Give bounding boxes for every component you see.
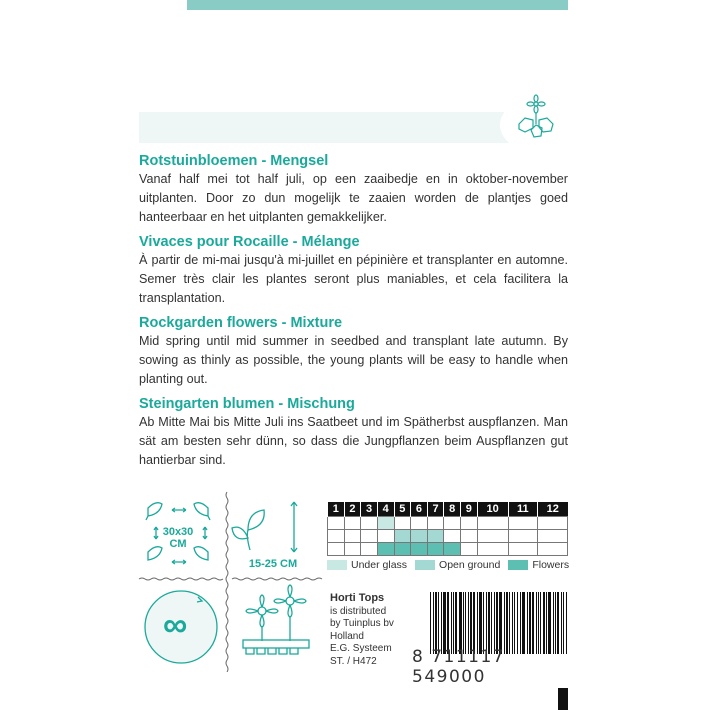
legend-swatch [415, 560, 435, 570]
calendar-cell [361, 542, 378, 555]
instructions [139, 152, 568, 476]
calendar-cell [508, 542, 538, 555]
barcode-bar [438, 592, 439, 654]
barcode-bar [538, 592, 539, 654]
calendar-cell [394, 529, 411, 542]
barcode-bar [477, 592, 478, 654]
distributor-line: E.G. Systeem [330, 643, 392, 654]
section-body: Mid spring until mid summer in seedbed and transplant late autumn. By sowing as thinly as possible, the young plants will be easy to handle when planting out. [139, 334, 568, 386]
calendar-cell [344, 542, 361, 555]
sowing-calendar [327, 502, 568, 556]
calendar-cell [411, 516, 428, 529]
barcode-bar [563, 592, 564, 654]
month-header: 1 [328, 502, 345, 516]
barcode-bar [441, 592, 442, 654]
month-header: 8 [444, 502, 461, 516]
barcode-bar [536, 592, 537, 654]
calendar-cell [427, 516, 444, 529]
legend-label: Open ground [439, 559, 501, 571]
barcode-bar [496, 592, 498, 654]
barcode-bar [486, 592, 487, 654]
legend-label: Under glass [351, 559, 408, 571]
calendar-cell [361, 529, 378, 542]
distributor-line: ST. / H472 [330, 655, 377, 667]
barcode-bar [499, 592, 502, 654]
calendar-cell [377, 516, 394, 529]
month-header: 3 [361, 502, 378, 516]
calendar-row [328, 542, 568, 555]
black-mark [558, 688, 568, 710]
barcode-bar [453, 592, 454, 654]
barcode-bars [430, 592, 568, 654]
barcode-bar [529, 592, 531, 654]
calendar-cell [538, 542, 568, 555]
calendar-cell [411, 529, 428, 542]
calendar-cell [444, 516, 461, 529]
top-color-bar [187, 0, 568, 10]
legend-item [508, 559, 569, 571]
growing-icons [136, 490, 326, 672]
barcode-bar [479, 592, 482, 654]
barcode-bar [451, 592, 452, 654]
calendar-cell [328, 529, 345, 542]
barcode-bar [488, 592, 490, 654]
month-header: 10 [477, 502, 508, 516]
section-german [139, 395, 568, 470]
barcode-bar [430, 592, 431, 654]
calendar-cell [377, 542, 394, 555]
barcode-bar [566, 592, 567, 654]
legend-swatch [327, 560, 347, 570]
barcode-bar [546, 592, 547, 654]
month-header: 12 [538, 502, 568, 516]
legend-item [415, 559, 500, 571]
rock-flower-icon [515, 94, 557, 140]
barcode [412, 592, 570, 687]
barcode-bar [433, 592, 434, 654]
month-header: 7 [427, 502, 444, 516]
legend-swatch [508, 560, 528, 570]
calendar-cell [427, 542, 444, 555]
calendar-cell [377, 529, 394, 542]
month-header: 4 [377, 502, 394, 516]
barcode-number: 8 711117 549000 [412, 647, 506, 687]
barcode-bar [455, 592, 457, 654]
barcode-bar [543, 592, 545, 654]
barcode-bar [509, 592, 510, 654]
height-label: 15-25 CM [248, 558, 298, 570]
month-header: 6 [411, 502, 428, 516]
barcode-bar [548, 592, 551, 654]
barcode-bar [553, 592, 554, 654]
calendar-cell [461, 542, 478, 555]
month-header: 5 [394, 502, 411, 516]
barcode-bar [514, 592, 515, 654]
calendar-cell [444, 542, 461, 555]
calendar-cell [328, 542, 345, 555]
calendar-cell [344, 529, 361, 542]
barcode-bar [494, 592, 495, 654]
barcode-bar [465, 592, 466, 654]
barcode-bar [517, 592, 519, 654]
barcode-bar [512, 592, 513, 654]
barcode-bar [561, 592, 562, 654]
calendar-cell [344, 516, 361, 529]
calendar-cell [427, 529, 444, 542]
calendar-cell [538, 529, 568, 542]
seedling-tray-icon [243, 585, 309, 654]
barcode-bar [483, 592, 484, 654]
barcode-bar [532, 592, 534, 654]
brand-name: Horti Tops [330, 592, 385, 604]
calendar-cell [328, 516, 345, 529]
month-header: 9 [461, 502, 478, 516]
calendar-cell [361, 516, 378, 529]
section-body: Ab Mitte Mai bis Mitte Juli ins Saatbeet und im Spätherbst auspflanzen. Man sät am besten sehr dünn, so dass die Jungpflanzen beim Auspflanzen gut hantierbar sind. [139, 415, 568, 467]
calendar-cell [538, 516, 568, 529]
infinity-icon: ∞ [163, 606, 188, 644]
section-body: À partir de mi-mai jusqu'à mi-juillet en pépinière et transplanter en automne. Semer très clair les plantes seront plus maniables, et cela facilitera la transplantation. [139, 253, 568, 305]
distributor-line: by Tuinplus bv [330, 618, 394, 629]
barcode-bar [473, 592, 475, 654]
section-title: Rotstuinbloemen - Mengsel [139, 153, 329, 169]
barcode-bar [447, 592, 449, 654]
section-title: Rockgarden flowers - Mixture [139, 315, 343, 331]
spacing-label: 30x30 CM [162, 526, 194, 550]
calendar-cell [394, 516, 411, 529]
calendar-cell [508, 516, 538, 529]
barcode-bar [435, 592, 437, 654]
calendar-cell [461, 529, 478, 542]
plant-height-icon [232, 502, 297, 552]
barcode-bar [520, 592, 521, 654]
calendar-cell [508, 529, 538, 542]
barcode-bar [491, 592, 492, 654]
section-dutch [139, 152, 568, 227]
calendar-cell [477, 542, 508, 555]
barcode-bar [557, 592, 559, 654]
calendar-row [328, 529, 568, 542]
section-title: Steingarten blumen - Mischung [139, 396, 355, 412]
calendar-cell [411, 542, 428, 555]
distributor-info [330, 592, 394, 668]
barcode-bar [527, 592, 528, 654]
calendar-cell [394, 542, 411, 555]
calendar-cell [444, 529, 461, 542]
section-title: Vivaces pour Rocaille - Mélange [139, 234, 360, 250]
barcode-bar [443, 592, 446, 654]
legend-item [327, 559, 407, 571]
section-french [139, 233, 568, 308]
barcode-bar [463, 592, 464, 654]
barcode-bar [522, 592, 525, 654]
barcode-bar [468, 592, 469, 654]
calendar-cell [477, 516, 508, 529]
barcode-bar [540, 592, 541, 654]
section-english [139, 314, 568, 389]
section-body: Vanaf half mei tot half juli, op een zaaibedje en in oktober-november uitplanten. Door zo dun mogelijk te zaaien worden de plantjes goed hanteerbaar en het uitplanten gemakkelijker. [139, 172, 568, 224]
calendar-cell [477, 529, 508, 542]
distributor-line: is distributed [330, 605, 387, 617]
barcode-bar [459, 592, 462, 654]
barcode-bar [506, 592, 508, 654]
legend-label: Flowers [532, 559, 570, 571]
distributor-line: Holland [330, 630, 364, 642]
calendar-cell [461, 516, 478, 529]
month-header: 11 [508, 502, 538, 516]
barcode-bar [555, 592, 556, 654]
calendar-legend [327, 559, 569, 571]
barcode-bar [504, 592, 505, 654]
month-header: 2 [344, 502, 361, 516]
calendar-row [328, 516, 568, 529]
title-band [139, 112, 509, 143]
barcode-bar [470, 592, 472, 654]
